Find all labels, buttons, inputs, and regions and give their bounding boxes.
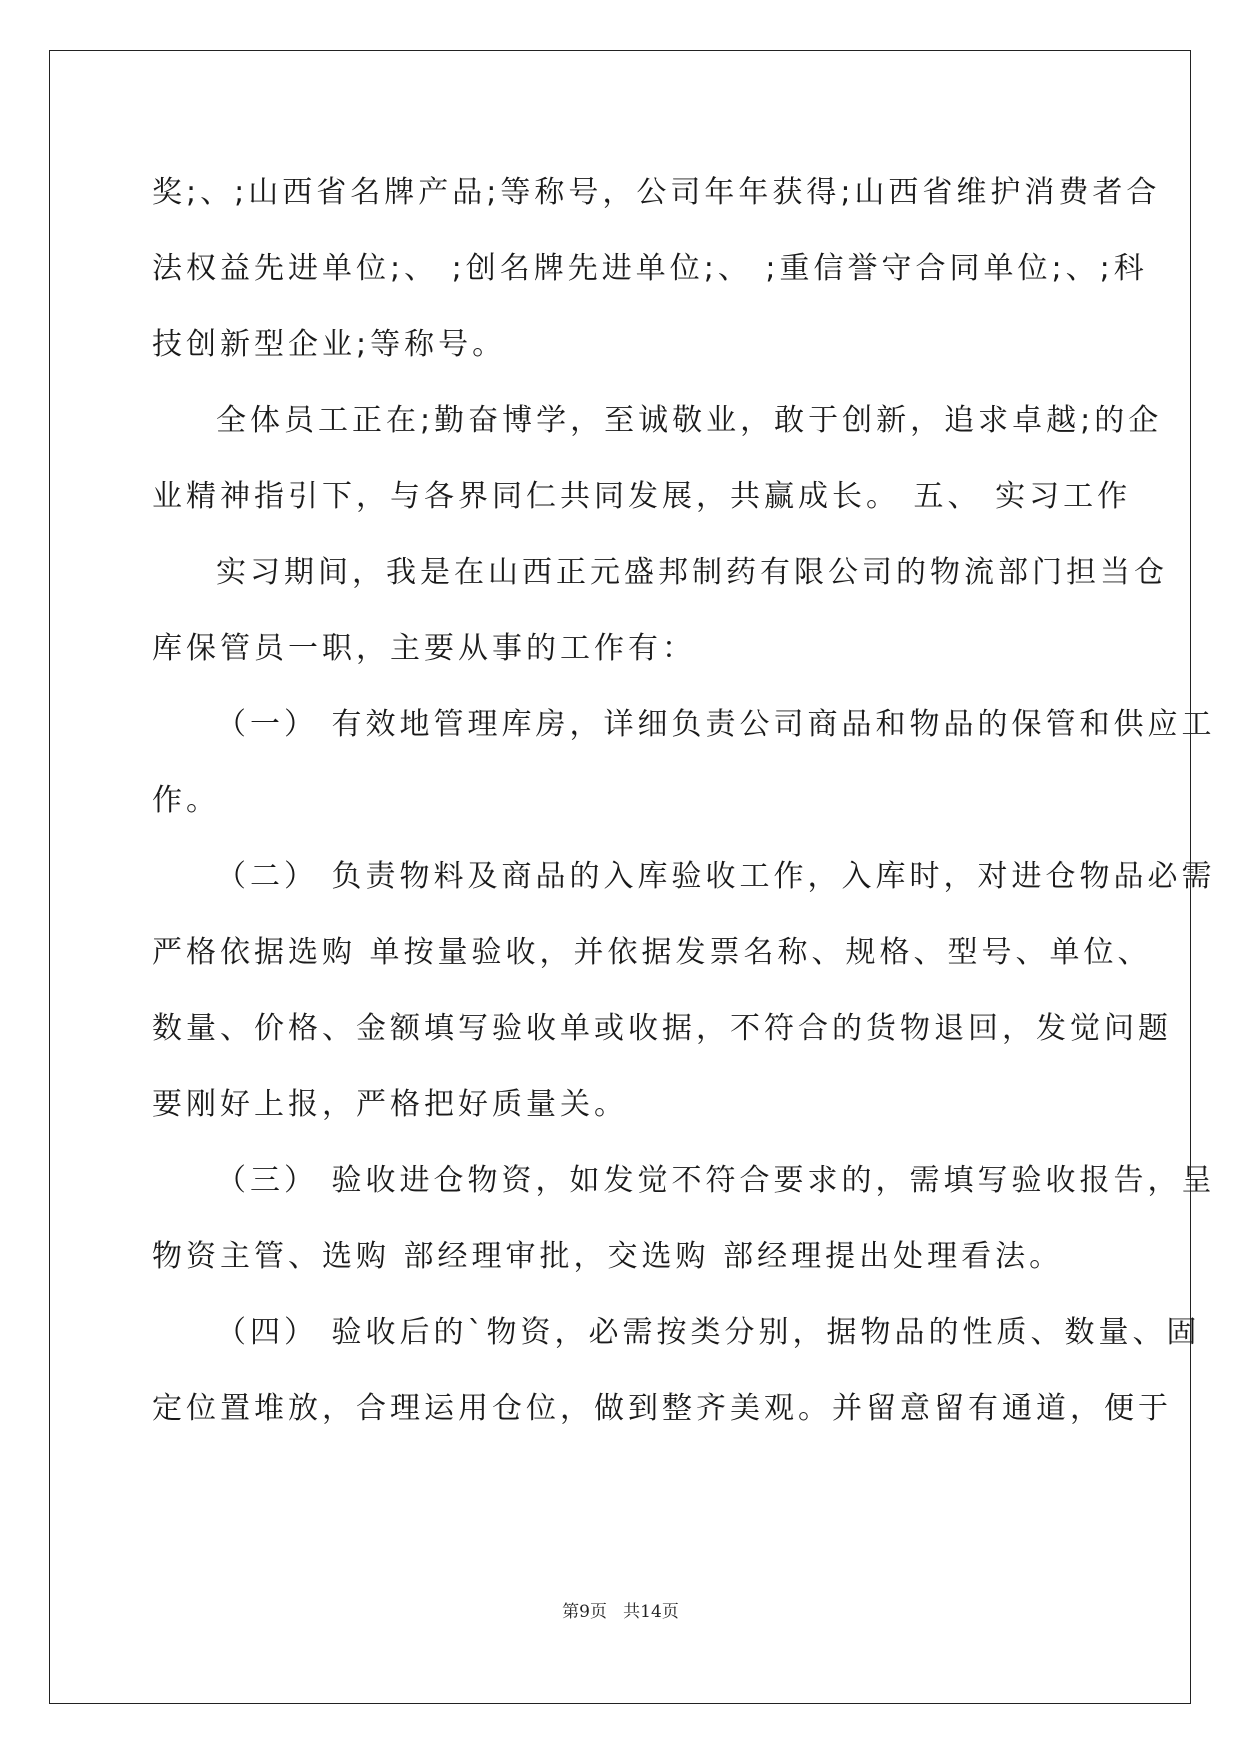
text-line: 数量、价格、金额填写验收单或收据，不符合的货物退回，发觉问题 xyxy=(152,1011,1172,1046)
text-line: 定位置堆放，合理运用仓位，做到整齐美观。并留意留有通道，便于 xyxy=(152,1391,1172,1426)
text-line: 奖;、;山西省名牌产品;等称号，公司年年获得;山西省维护消费者合 xyxy=(152,175,1161,210)
text-line: 要刚好上报，严格把好质量关。 xyxy=(152,1087,628,1122)
text-line: 技创新型企业;等称号。 xyxy=(152,327,507,362)
text-line: 业精神指引下，与各界同仁共同发展，共赢成长。 五、 实习工作 xyxy=(152,479,1132,514)
text-line: （三） 验收进仓物资，如发觉不符合要求的，需填写验收报告，呈 xyxy=(216,1163,1216,1198)
document-body xyxy=(152,155,1216,1447)
text-line: 法权益先进单位;、 ;创名牌先进单位;、 ;重信誉守合同单位;、;科 xyxy=(152,251,1148,286)
page-number-footer: 第9页 共14页 xyxy=(562,1602,679,1622)
text-line: 全体员工正在;勤奋博学，至诚敬业，敢于创新，追求卓越;的企 xyxy=(216,403,1163,438)
text-line: 严格依据选购 单按量验收，并依据发票名称、规格、型号、单位、 xyxy=(152,935,1152,970)
text-line: （一） 有效地管理库房，详细负责公司商品和物品的保管和供应工 xyxy=(216,707,1216,742)
text-line: （二） 负责物料及商品的入库验收工作，入库时，对进仓物品必需 xyxy=(216,859,1216,894)
text-line: 实习期间，我是在山西正元盛邦制药有限公司的物流部门担当仓 xyxy=(216,555,1168,590)
text-line: 作。 xyxy=(152,783,220,818)
text-line: （四） 验收后的`物资，必需按类分别，据物品的性质、数量、固 xyxy=(216,1315,1201,1350)
text-line: 物资主管、选购 部经理审批，交选购 部经理提出处理看法。 xyxy=(152,1239,1064,1274)
text-line: 库保管员一职，主要从事的工作有： xyxy=(152,631,696,666)
